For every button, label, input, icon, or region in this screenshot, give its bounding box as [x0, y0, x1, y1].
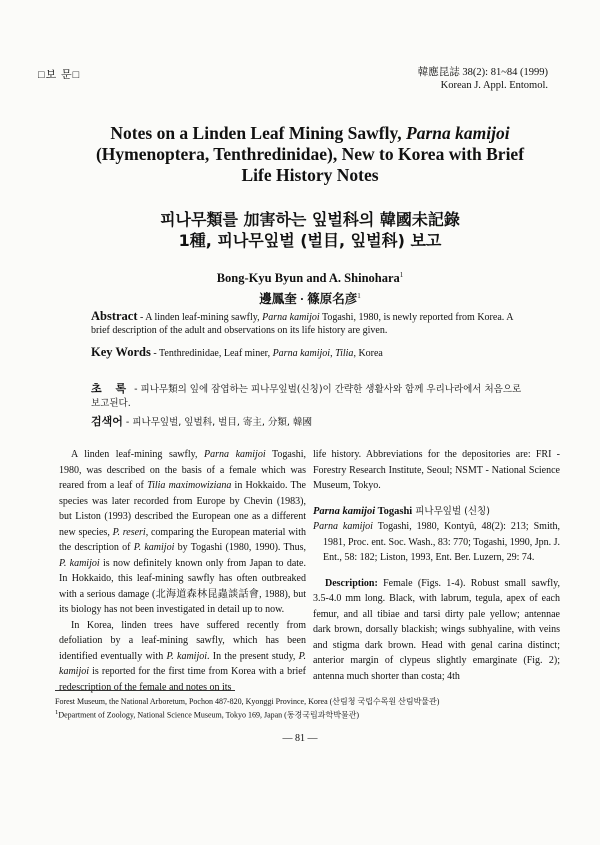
synonymy: Parna kamijoi Togashi, 1980, Kontyû, 48(2): 213; Smith, 1981, Proc. ent. Soc. Wash., 83: 770; Togashi, 1990, Jpn. J. Ent., 58: 182; Liston, 1993, Ent. Ber. Luzern, 29: 74. — [313, 521, 561, 563]
abstract-text: - A linden leaf-mining sawfly, — [137, 312, 263, 323]
description-paragraph: Description: Female (Figs. 1-4). Robust small sawfly, 3.5-4.0 mm long. Black, with labrum, tegula, apex of each femur, and all tibiae and tarsi dirty pale yellow; antennae dark brown, dorsally blackish; wings subhyaline, with veins and stigma dark brown. Head with genal carina distinct; anterior margin of clypeus slightly emarginate (Fig. 2); antenna much shorter than costa; 4th — [313, 577, 560, 682]
body-column-left — [59, 447, 306, 695]
footnotes — [55, 696, 555, 721]
paper-title — [60, 123, 560, 186]
abstract — [91, 310, 531, 337]
footnote-1: Forest Museum, the National Arboretum, Pochon 487-820, Kyonggi Province, Korea (산림청 국립수목원 산림박물관) — [55, 697, 440, 706]
title-line2: (Hymenoptera, Tenthredinidae), New to Korea with Brief — [95, 144, 525, 164]
korean-title-line2: 1種, 피나무잎벌 (벌目, 잎벌科) 보고 — [178, 231, 442, 250]
journal-name: Korean J. Appl. Entomol. — [440, 80, 548, 91]
abstract-species: Parna kamijoi — [262, 312, 320, 323]
korean-keywords — [91, 413, 531, 429]
intro-paragraph-1: A linden leaf-mining sawfly, Parna kamijoi Togashi, 1980, was described on the basis of a female which was reared from a leaf of Tilia maximowiziana in Hokkaido. The species was later recorded from Europe by Chevin (1983), but Liston (1993) described the European one as a different new species, P. reseri, comparing the European material with the description of P. kamijoi by Togashi (1980, 1990). Thus, P. kamijoi is now definitely known only from Japan to date. In Hokkaido, this leaf-mining sawfly has often outbreaked with a serious damage (北海道森林昆蟲談話會, 1988), but its biology has not been investigated in detail up to now. — [59, 449, 307, 615]
keywords-genus: Tilia — [335, 348, 354, 359]
page-number: — 81 — — [282, 733, 318, 744]
title-line3: Life History Notes — [241, 165, 379, 185]
korean-keywords-text: - 피나무잎벌, 잎벌科, 벌目, 寄主, 分類, 韓國 — [122, 417, 312, 428]
korean-title-line1: 피나무類를 加害하는 잎벌科의 韓國未記錄 — [160, 210, 460, 229]
korean-abstract-text: - 피나무類의 잎에 잠엽하는 피나무잎벌(신칭)이 간략한 생활사와 함께 우리나라에서 처음으로 보고된다. — [91, 384, 522, 409]
author-affil-mark-ko: 1 — [357, 292, 361, 301]
korean-keywords-label: 검색어 — [91, 415, 123, 428]
keywords-sep: , — [330, 348, 336, 359]
korean-abstract — [91, 382, 531, 411]
footnote-rule — [55, 690, 235, 691]
intro-paragraph-2: In Korea, linden trees have suffered recently from defoliation by a leaf-mining sawfly, which has been identified eventually with P. kamijoi. In the present study, P. kamijoi is reported for the first time from Korea with a brief redescription of the female and notes on its — [59, 619, 306, 693]
authors-en: Bong-Kyu Byun and A. Shinohara — [216, 271, 400, 286]
intro-paragraph-2-cont: life history. Abbreviations for the depositories are: FRI - Forestry Research Institute, Seoul; NSMT - National Science Museum, Tokyo. — [313, 449, 560, 491]
journal-citation: 韓應昆誌 38(2): 81~84 (1999) — [417, 67, 548, 78]
section-label: □보 문□ — [38, 69, 81, 81]
title-line1: Notes on a Linden Leaf Mining Sawfly, — [110, 123, 407, 143]
keywords-text: - Tenthredinidae, Leaf miner, — [150, 348, 273, 359]
author-affil-mark: 1 — [399, 271, 404, 279]
footnote-2: $^1$Department of Zoology, National Science Museum, Tokyo 169, Japan (동경국립과학박물관) — [55, 709, 360, 720]
korean-title — [60, 209, 560, 251]
authors-ko: 邊鳳奎 · 篠原名彦 — [259, 292, 358, 307]
title-species: Parna kamijoi — [406, 123, 510, 143]
journal-header — [418, 66, 548, 92]
body-column-right — [313, 447, 560, 684]
keywords-species: Parna kamijoi — [272, 348, 331, 359]
korean-abstract-label: 초 록 — [91, 382, 132, 395]
keywords — [91, 345, 531, 360]
species-heading: Parna kamijoi Togashi 피나무잎벌 (신칭) — [313, 505, 490, 517]
authors — [60, 266, 560, 308]
abstract-text-cont: Togashi, 1980, is newly reported from Korea. A brief description of the adult and observations on its life history are given. — [91, 312, 513, 336]
keywords-text-end: , Korea — [353, 348, 383, 359]
abstract-label: Abstract — [91, 309, 138, 323]
keywords-label: Key Words — [91, 345, 151, 359]
